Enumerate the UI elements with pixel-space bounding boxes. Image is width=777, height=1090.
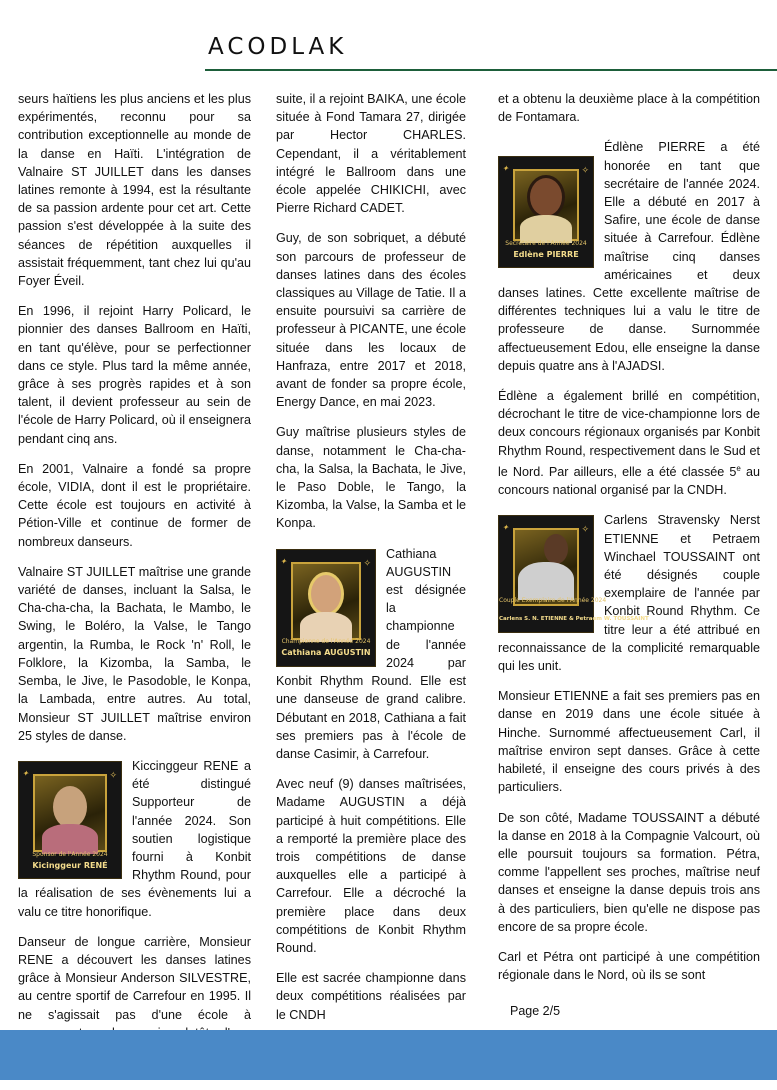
portrait-head bbox=[544, 534, 568, 564]
header-rule bbox=[205, 69, 777, 71]
photo-edlene-pierre bbox=[498, 156, 594, 268]
sparkle-icon: ✧ bbox=[109, 769, 117, 780]
portrait-head bbox=[53, 786, 87, 828]
paragraph: Kiccinggeur RENE a été distingué Supporteur de l'année 2024. Son soutien logistique fourni à Konbit Rhythm Round, pour la réalisation de ses évènements lui a valu ce titre honorifique. bbox=[18, 758, 251, 919]
photo-caption: Couple Exemplaire de l'Année 2024 bbox=[499, 597, 607, 605]
ornament-icon: ✦ bbox=[280, 556, 287, 566]
paragraph: seurs haïtiens les plus anciens et les plus expérimentés, reconnu pour sa contribution exceptionnelle au monde de la danse en Haïti. L'intégration de Valnaire ST JUILLET dans les danses latines remonte à 1994, est la résultante de sa passion ardente pour cet art. Cette passion s'est développée à la suite des séances de répétition auxquelles il assistait fréquemment, tant chez lui qu'au Foyer Éveil. bbox=[18, 92, 251, 289]
column-1 bbox=[18, 90, 251, 1090]
photo-name: Cathiana AUGUSTIN bbox=[281, 648, 371, 658]
paragraph bbox=[498, 387, 760, 499]
photo-name: Edlène PIERRE bbox=[513, 250, 579, 260]
paragraph: Édlène PIERRE a été honorée en tant que secrétaire de l'année 2024. Elle a débuté en 2017 à Safire, une école de danse située à Carrefour. Édlène maîtrise cinq danses américaines et deux danses latines. Cette excellente maîtrise de différentes techniques lui a valu le titre de professeure de danse. Surnommée affectueusement Edou, elle enseigne la danse depuis quatre ans à l'AJADSI. bbox=[498, 140, 760, 373]
paragraph: De son côté, Madame TOUSSAINT a débuté la danse en 2018 à la Compagnie Valcourt, où elle poursuit toujours sa formation. Pétra, comme l'appellent ses proches, maîtrise neuf danses et enseigne la danse depuis trois ans à des particuliers, bien qu'elle ne dispose pas encore de sa propre école. bbox=[498, 810, 760, 934]
photo-cathiana-augustin bbox=[276, 549, 376, 667]
paragraph: Monsieur ETIENNE a fait ses premiers pas en danse en 2019 dans une école située à Hinche. Surnommé affectueusement Carl, il maîtrise environ sept danses. Grâce à cette habileté, il enseigne des cours privés à des particuliers. bbox=[498, 689, 760, 795]
ornament-icon: ✦ bbox=[22, 768, 29, 778]
photo-couple-etienne-toussaint bbox=[498, 515, 649, 633]
paragraph: suite, il a rejoint BAIKA, une école située à Fond Tamara 27, dirigée par Hector CHARLES. Cependant, il a véritablement intégré le Ballroom dans une école appelée CHIKICHI, avec Pierre Richard CADET. bbox=[276, 92, 466, 216]
paragraph: et a obtenu la deuxième place à la compétition de Fontamara. bbox=[498, 92, 760, 125]
publication-title: ACODLAK bbox=[208, 34, 348, 60]
portrait-head bbox=[527, 175, 565, 219]
ornament-icon: ✦ bbox=[502, 164, 509, 174]
column-3 bbox=[498, 90, 760, 996]
superscript: e bbox=[736, 463, 741, 473]
paragraph: Guy, de son sobriquet, a débuté son parcours de professeur de danses latines dans des écoles classiques au Village de Tatie. Il a ensuite poursuivi sa carrière de professeur à PICANTE, une école située dans les locaux de Hanfraza, entre 2017 et 2018, avant de fonder sa propre école, Energy Dance, en mai 2023. bbox=[276, 231, 466, 410]
sparkle-icon: ✧ bbox=[581, 165, 589, 176]
paragraph: Valnaire ST JUILLET maîtrise une grande variété de danses, incluant la Salsa, le Cha-cha-cha, la Bachata, le Mambo, le Swing, le Boléro, la Valse, le Tango argentin, la Rumba, le Rock 'n' Roll, le Folklore, la Kizomba, la Samba, le Semba, le Jive, le Pasodoble, le Konpa, la Lambada, entre autres. Au total, Monsieur ST JUILLET maîtrise environ 25 styles de danse. bbox=[18, 564, 251, 743]
paragraph: Elle est sacrée championne dans deux compétitions réalisées par le CNDH bbox=[276, 971, 466, 1022]
paragraph: Cathiana AUGUSTIN est désignée la championne de l'année 2024 par Konbit Rhythm Round. Elle est une danseuse de grand calibre. Débutant en 2018, Cathiana a fait ses premiers pas à l'école de danse Casimir, à Carrefour. bbox=[276, 546, 466, 761]
photo-name: Kicinggeur RENÉ bbox=[32, 860, 108, 870]
footer-band bbox=[0, 1030, 777, 1080]
photo-kicinggeur-rene bbox=[18, 761, 122, 879]
portrait-head bbox=[308, 572, 344, 616]
paragraph: Avec neuf (9) danses maîtrisées, Madame AUGUSTIN a déjà participé à huit compétitions. Elle a remporté la première place des trois compétitions de danse auxquelles elle a participé à Carrefour. Elle a décroché la première place dans deux compétitions de Konbit Rhythm Round. bbox=[276, 777, 466, 955]
column-2 bbox=[276, 90, 466, 1036]
paragraph: En 1996, il rejoint Harry Policard, le pionnier des danses Ballroom en Haïti, en tant qu'élève, pour se perfectionner dans ce style. Plus tard la même année, grâce à ses progrès rapides et à son talent, il devient professeur au sein de l'école de Harry Policard, où il enseignera pendant cinq ans. bbox=[18, 304, 251, 446]
paragraph: Danseur de longue carrière, Monsieur RENE a découvert les danses latines grâce à Monsieur Anderson SILVESTRE, au centre sportif de Carrefour en 1995. Il ne s'agissait pas d'une école à bbox=[18, 934, 251, 1022]
paragraph: Carl et Pétra ont participé à une compétition régionale dans le Nord, où ils se sont bbox=[498, 949, 760, 983]
ornament-icon: ✦ bbox=[502, 523, 509, 533]
sparkle-icon: ✧ bbox=[363, 557, 371, 568]
paragraph: Carlens Stravensky Nerst ETIENNE et Petraem Winchael TOUSSAINT ont été désignés couple exemplaire de l'année par Konbit Round Rhythm. Ce titre leur a été attribué en reconnaissance de la complicité remarquable qui les unit. bbox=[498, 513, 760, 674]
sparkle-icon: ✧ bbox=[581, 524, 589, 535]
photo-caption: Sponsor de l'Année 2024 bbox=[32, 850, 108, 858]
photo-name: Carlens S. N. ETIENNE & Petraem W. TOUSSAINT bbox=[499, 616, 649, 623]
text-run: au concours national organisé par la CNDH. bbox=[498, 465, 760, 498]
text-run: Édlène a également brillé en compétition, décrochant le titre de vice-championne lors de deux concours régionaux organisés par Konbit Rhythm Round, respectivement dans le Sud et le Nord. Par ailleurs, elle a été classée 5 bbox=[498, 389, 760, 480]
page-number: Page 2/5 bbox=[510, 1004, 561, 1018]
photo-caption: Secrétaire de l'Année 2024 bbox=[505, 240, 587, 248]
paragraph: En 2001, Valnaire a fondé sa propre école, VIDIA, dont il est le propriétaire. Cette école est toujours en activité à Pétion-Ville et continue de former de nombreux danseurs. bbox=[18, 461, 251, 549]
paragraph: Guy maîtrise plusieurs styles de danse, notamment le Cha-cha-cha, la Salsa, la Bachata, le Jive, le Paso Doble, le Tango, la Kizomba, la Valse, la Samba et le Konpa. bbox=[276, 425, 466, 531]
photo-caption: Championne de l'Année 2024 bbox=[281, 638, 371, 646]
